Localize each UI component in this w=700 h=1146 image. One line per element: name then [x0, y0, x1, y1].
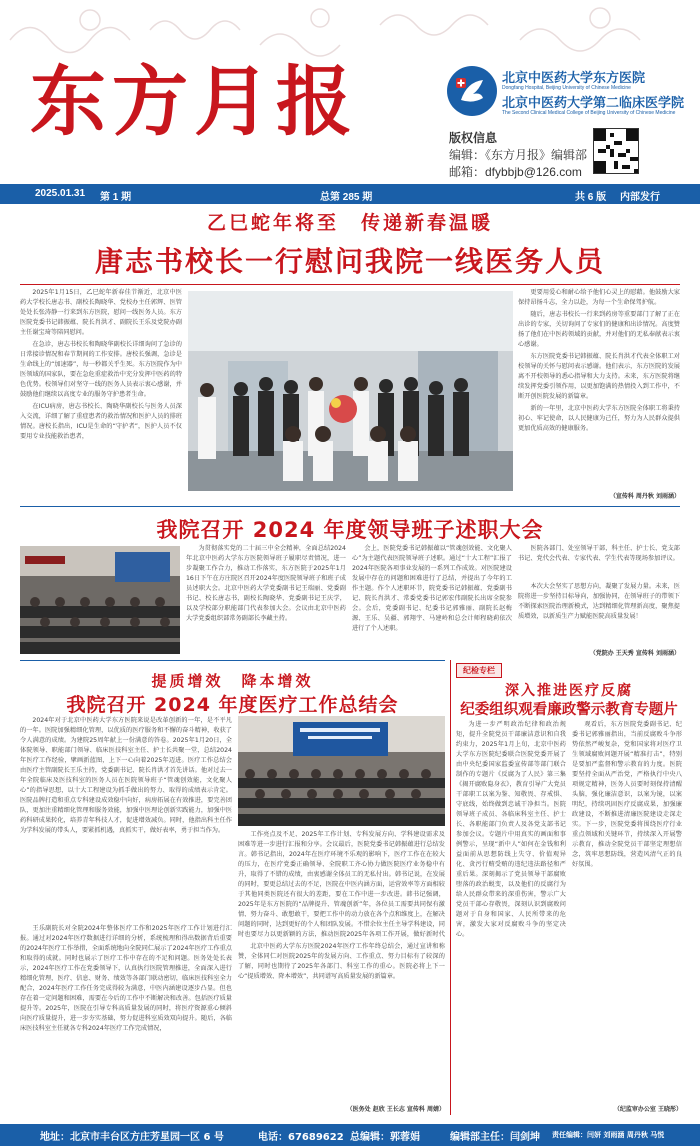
issue-number: 第 1 期	[100, 192, 132, 203]
issue-info-bar	[0, 184, 700, 204]
section-divider	[20, 660, 445, 661]
footer-deputy-editor: 编辑部主任：闫剑坤	[450, 1132, 540, 1143]
article1-left-para: 在急诊，唐志书校长和陶晓华副校长详细询问了急诊的日常接诊情况和春节期间的工作安排。唐校长强调，急诊是生命线上的“加速器”，每一秒都关乎生死。东方医院作为中医领域的国家队，要在急危重症救治中充分发挥中医药的特色优势。校领导们对坚守一线的医务人员表示衷心感谢，并鼓励他们继续以高度专业的服务守护患者生命。	[20, 341, 182, 398]
article1-rule	[20, 284, 680, 285]
email-line: 邮箱：dfybbjb@126.com	[449, 165, 582, 179]
article1-left-column	[20, 288, 182, 500]
copyright-title: 版权信息	[449, 131, 498, 145]
article1-kicker: 乙巳蛇年将至 传递新春温暖	[206, 212, 493, 234]
editor-line: 编辑：《东方月报》编辑部	[449, 148, 588, 162]
hospital-name-en-1: Dongfang Hospital, Beijing University of Chinese Medicine	[502, 85, 631, 91]
paper-title: 东方月报	[30, 57, 358, 146]
column-tag-label: 纪检专栏	[463, 666, 495, 675]
article1-right-para: 随后，唐志书校长一行来到药房等重要部门了解了正在出诊的专家，关切询问了专家们的健康和出诊情况。高度赞扬了他们在中医药领域的贡献，并对他们的无私奉献表示衷心感谢。	[518, 311, 680, 348]
copyright-block	[449, 130, 609, 180]
article4-column-1	[456, 720, 566, 1110]
footer-bar	[0, 1124, 700, 1146]
column-tag	[456, 663, 502, 678]
article3-column-4	[238, 942, 445, 1102]
article2-column-3	[518, 544, 680, 580]
article1-credit: （宣传科 周丹秋 刘雨涵）	[609, 493, 680, 500]
article3-credit: （医务处 赵欣 王长志 宣传科 周婧）	[346, 1106, 445, 1113]
article4-col1-text: 为进一步严明政治纪律和政治规矩，提升全院党员干部廉洁意识和自我约束力，2025年1月上旬，北京中医药大学东方医院纪委联合医院党委开展了由中央纪委国家监委宣传部等部门联合制作的专题片《反腐为了人民》第三集《揭开腐败隐身衣》，教育引导广大党员干部职工以案为鉴、知敬畏、存戒惧、守底线，始终做到忠诚干净担当。医院领导班子成员、各临床科室主任、护士长、各职能部门负责人及各党支部书记参加会议。专题片中用真实的画面和事例警示，呈现“新中人”如何在金钱和利益面前从思想防线上失守、价值观异化、贪污行贿受贿的违纪违法路径和严重后果。深刻揭示了党员领导干部腐败堕落的政治蜕变，以及他们的反腐行为给人民群众带来的深重伤害，警示广大党员干部心存敬畏，深刻认识到腐败问题对于自身和国家、人民所带来的危害，激发大家对反腐败斗争的坚定决心。	[456, 721, 566, 938]
article1-headline: 唐志书校长一行慰问我院一线医务人员	[94, 245, 605, 278]
article4-col2-text: 观看后，东方医院党委副书记、纪委书记郭雅丽指出，当前反腐败斗争形势依然严峻复杂，党和国家将对医疗卫生领域腐败问题开展“精准打击”，特别是要加严监督和警示教育的力度。医院要坚持全面从严治党，严格执行中央八项规定精神，医务人员要时刻保持清醒头脑，强化廉洁意识，以案为镜，以案明纪，持续巩固医疗反腐成果，加强廉政建设，不断推进清廉医院建设走深走实。下一步，医院党委将围绕医疗行业重点领域和关键环节，持续深入开展警示教育，推动全院党员干部坚定理想信念，筑牢思想防线，营造风清气正的良好氛围。	[572, 721, 682, 868]
article3-headline: 我院召开 2024 年度医疗工作总结会	[66, 694, 399, 716]
page-count: 共 6 版	[575, 192, 607, 203]
article1-right-para: 东方医院党委书记韩振蕴、院长肖洪才代表全体职工对校领导的关怀与慰问表示感谢。他们表示，东方医院的发展离不开校领导的悉心指导和大力支持。未来，东方医院将继续发挥党委引领作用，以更加饱满的热情投入到工作中，不断开创医院发展的新篇章。	[518, 353, 680, 400]
article1-right-para: 更要用爱心和耐心给予他们心灵上的慰藉。他鼓励大家保持昂扬斗志，全力以赴，为每一个生命保驾护航。	[518, 289, 680, 306]
footer-phone: 电话：67689622	[258, 1132, 344, 1143]
section-divider	[20, 506, 680, 507]
footer-address: 地址：北京市丰台区方庄芳星园一区 6 号	[40, 1132, 224, 1143]
article3-kicker: 提质增效 降本增效	[151, 672, 314, 690]
article2-credit: （党院办 王天秀 宣传科 刘雨涵）	[589, 650, 680, 657]
article4-credit: （纪监审办公室 王晓彤）	[613, 1106, 682, 1113]
article3-col4-text: 北京中医药大学东方医院2024年医疗工作年终总结会，通过宣讲和称赞，全体同仁对医院2025年的发展方向、工作重点、努力目标有了较深的了解，同时也期待了2025年各部门、科室工作的重心。医院必将上下一心“提质增效、降本增效”，共同谱写高质量发展的新篇章。	[238, 943, 445, 980]
distribution-note: 内部发行	[620, 192, 660, 203]
article3-column-3	[238, 830, 445, 940]
article2-column-2	[352, 544, 512, 656]
hospital-name-2: 北京中医药大学第二临床医学院	[502, 95, 685, 110]
article2-headline: 我院召开 2024 年度领导班子述职大会	[156, 518, 544, 542]
article2-col3-text: 医院各部门、处室领导干部，科主任、护士长、党支部书记、党代会代表、专家代表、学生代表等现场参加评议。	[518, 545, 680, 562]
column-divider	[450, 660, 451, 1115]
article4-headline: 纪委组织观看廉政警示教育专题片	[460, 702, 678, 718]
article1-group-photo	[188, 291, 513, 491]
issue-date: 2025.01.31	[35, 188, 86, 199]
hospital-name-en-2: The Second Clinical Medical College of Beijing University of Chinese Medicine	[502, 110, 676, 116]
article3-column-2	[20, 924, 232, 1114]
article1-right-para: 新的一年里，北京中医药大学东方医院全体职工将秉持初心、牢记使命，以人民健康为己任，努力为人民群众提供更加优质高效的健康服务。	[518, 405, 680, 432]
article3-conference-photo	[238, 716, 445, 826]
article2-col4-text: 本次大会坚实了思想方向，凝聚了发展力量。未来，医院将进一步坚持目标导向，加强协同，在领导班子的带领下不断探索医院治理新模式，达到精细化管理新高度，聚焦提质增效，以新质生产力赋能医院高质量发展！	[518, 583, 680, 620]
article2-col2-text: 会上，医院党委书记韩振蕴以“管魂创效能、文化聚人心”为主题代表医院领导班子述职。通过“十大工程”汇报了2024年医院各项事业发展的一系列工作成效。对医院建设发展中存在的问题和困难进行了总结，并提出了今年的工作主题。作个人述职环节，院党委书记韩振蕴、党委副书记、院长肖洪才、常委党委书记郭宏伟副院长出席全院参会。会后，党委副书记、纪委书记郭雅丽、副院长赵梅源、王乐、吴疆、郭翔宇、马建岭和总会计师程晓莉依次进行了个人述职。	[352, 545, 512, 632]
article2-column-4	[518, 582, 680, 648]
total-issue-number: 总第 285 期	[320, 192, 373, 203]
article4-column-2	[572, 720, 682, 1100]
article4-kicker: 深入推进医疗反腐	[505, 683, 633, 699]
hospital-logo-icon	[447, 66, 497, 116]
qr-code-icon	[593, 128, 639, 174]
article3-col3-text: 工作亮点及不足、2025年工作计划、专科发展方向、学科建设需求及困难等进一步进行汇报和分享。会议最后，医院党委书记韩振蕴进行总结发言。韩书记指出，2024年在医疗环境不乐观的影响下，医疗工作在在较大的压力，在医疗党委正确领导、全院职工齐心协力做医院医疗业务稳中有升，取得了不错的成绩，由衷感谢全体员工的无私付出。韩书记说，在发展的同时，要更总结过去的不足，医院在中医内涵方面，运营效率等方面相较于其他同类医院还有很大的差距，要在工作中进一步改进。韩书记强调，2025年是东方医院的“品牌提升、管魂创新”年，各位员工需要共同保有激情、努力奋斗、敢想敢干，要把工作中的动力放在各个点和维度上，在解决问题的同时，达到更好的个人和团队发展。不惜余位主任主导学科建设，同时也要尽力以更新颖的方法，推动医院2025年各项工作开展，做好新时代	[238, 831, 445, 938]
article3-col1-text: 2024年对于北京中医药大学东方医院来说是改革创新的一年，是不平凡的一年。医院加强精细化管理，以优质的医疗服务和不懈的奋斗精神，收获了令人满意的成绩。为建院25周年献上一份满意的答卷。2025年1月20日，全体院领导、职能部门领导、临床医技科室主任、护士长共聚一堂，总结2024年医疗工作经验，擘画新蓝图，上下一心向着2025年迈进。医疗工作总结会由医疗主管副院长王乐主持，党委副书记、院长肖洪才首先讲话。他对过去一年全院临床及医技科室的医务人员在医院领导班子“管魂创效能，文化聚人心”的指导思想，以十大工程建设为抓手做出的努力、取得的成绩表示肯定。医院品牌打造和重点专科建设成效稳中向好，病房拓展在有效推进，要完善团队，更加注重精细化管理和服务效能，加强中医理论创新实践能力，加强中医药科研成果转化，培养青年科技人才，促进增效减负。同时，他指出科主任作为学科发展的带头人，要紧抓机遇，真抓实干，做好表率，勇于担当作为。	[20, 717, 232, 834]
masthead	[0, 0, 700, 180]
article1-left-para: 2025年1月15日，乙巳蛇年新春佳节渐近，北京中医药大学校长唐志书、副校长陶晓华、党校办主任郭辉、医管处处长张涛静一行来到东方医院，慰问一线医务人员。东方医院党委书记韩振蕴、院长肖洪才、副院长王乐及党院办副主任谢宝琦等陪同慰问。	[20, 289, 182, 336]
footer-editors: 责任编辑：闫妍 刘雨涵 周丹秋 马悦	[552, 1131, 665, 1139]
footer-chief-editor: 总编辑：郭蓉娟	[350, 1132, 420, 1143]
article3-column-1	[20, 716, 232, 921]
article2-meeting-photo	[20, 546, 180, 654]
article3-col2-text: 王乐副院长对全院2024年整体医疗工作和2025年医疗工作计划进行汇报。通过对2024年医疗数据进行详细的分析，系统梳理和得出数据背后重要的2024年医疗工作举措，全面系统地向全院同仁展示了2024年医疗工作重点和取得的成就。同时也展示了医疗工作中存在的不足和问题。医务处处长表示，2024年医疗工作在党委领导下，认真执行医院管理推进，全面深入进行精细化管理，医疗、信息、财务、绩效等各部门联动密切，临床医技科室全力配合，2024年医疗工作任务完成得较为满意，中医内涵建设逐步凸显。但也存在着一定问题和困难，需要在今后的工作中不断解决和改善。包括医疗质量提升等。2025年，医院在引导专科高质量发展的同时，将医疗资源重心倾斜向医疗质量提升，进一步夯实基础，努力促进科室质效双向提升。随后，各临床医技科室主任就各专科2024年医疗工作完成情况，	[20, 925, 232, 1032]
article2-column-1	[186, 544, 346, 656]
article1-left-para: 在ICU病房，唐志书校长、陶晓华副校长与医务人员深入交流，详细了解了重症患者的救治情况和医护人员的排班情况。唐校长指出，ICU是生命的“守护者”，医护人员不仅要用专业技能救治患者，	[20, 403, 182, 440]
article1-right-column	[518, 288, 680, 488]
article2-col1-text: 为贯彻落实党的二十届三中全会精神，全面总结2024年北京中医药大学东方医院领导班子履职尽责情况，进一步凝聚工作合力，推动工作落实，东方医院于2025年1月16日下午在方庄院区召开2024年度医院领导班子和班子成员述职大会。北京中医药大学党委副书记王瑞丽、党委副书记、校长唐志书，副校长陶晓华、党委副书记王庆学，以及学校部分职能部门代表参加大会。会议由北京中医药大学党委组织部常务副部长李藏主持。	[186, 545, 346, 622]
hospital-name-1: 北京中医药大学东方医院	[502, 70, 646, 85]
